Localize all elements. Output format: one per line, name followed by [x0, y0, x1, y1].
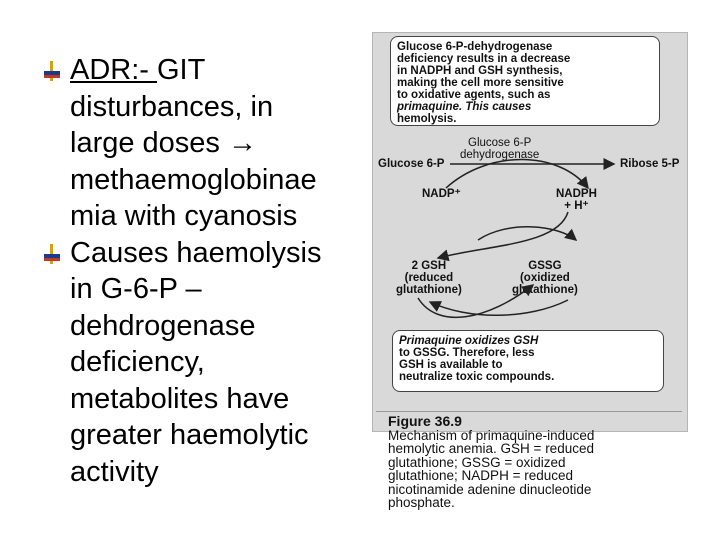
bullet-icon	[42, 61, 62, 81]
gsh-label: 2 GSH (reduced glutathione)	[396, 260, 462, 296]
adr-label: ADR:-	[70, 54, 157, 86]
bullet1-line: mia with cyanosis	[70, 200, 298, 232]
bullet2-line: in G-6-P –	[70, 273, 202, 305]
nadph-label: NADPH + H⁺	[556, 188, 597, 212]
bullet1-line: methaemoglobinae	[70, 163, 317, 196]
bullet2-line: deficiency,	[70, 346, 205, 378]
callout-primaquine: Primaquine oxidizes GSH to GSSG. Therefore, less GSH is available to neutralize toxic compounds.	[392, 330, 664, 392]
bullet2-line: Causes haemolysis	[70, 236, 322, 269]
caption-divider	[376, 411, 682, 412]
figure-title: Figure 36.9	[388, 413, 462, 429]
bullet1-line: large doses →	[70, 127, 257, 159]
figure-36-9	[368, 30, 690, 510]
bullet2-line: activity	[70, 455, 159, 488]
bullet2-line: dehdrogenase	[70, 309, 256, 342]
bullet1-line: disturbances, in	[70, 90, 274, 123]
bullet-haemolysis	[40, 235, 360, 491]
callout-g6pd-deficiency: Glucose 6-P-dehydrogenase deficiency results in a decrease in NADPH and GSH synthesis, making the cell more sensitive to oxidative agents, such as primaquine. This causes hemolysis.	[390, 36, 660, 126]
bullet2-line: metabolites have	[70, 382, 290, 415]
glucose-6p-label: Glucose 6-P	[378, 158, 445, 170]
slide-body	[40, 52, 360, 490]
figure-caption: Figure 36.9 Mechanism of primaquine-induced hemolytic anemia. GSH = reduced glutathione; GSSG = oxidized glutathione; NADPH = reduced nicotinamide adenine dinucleotide phosphate.	[388, 415, 688, 510]
bullet2-line: greater haemolytic	[70, 419, 309, 451]
bullet1-line: GIT	[157, 54, 206, 86]
nadp-label: NADP⁺	[422, 188, 461, 200]
gssg-label: GSSG (oxidized glutathione)	[512, 260, 578, 296]
enzyme-label: Glucose 6-P dehydrogenase	[460, 137, 540, 161]
bullet-icon	[42, 244, 62, 264]
ribose-5p-label: Ribose 5-P	[620, 158, 680, 170]
bullet-adr	[40, 52, 360, 235]
